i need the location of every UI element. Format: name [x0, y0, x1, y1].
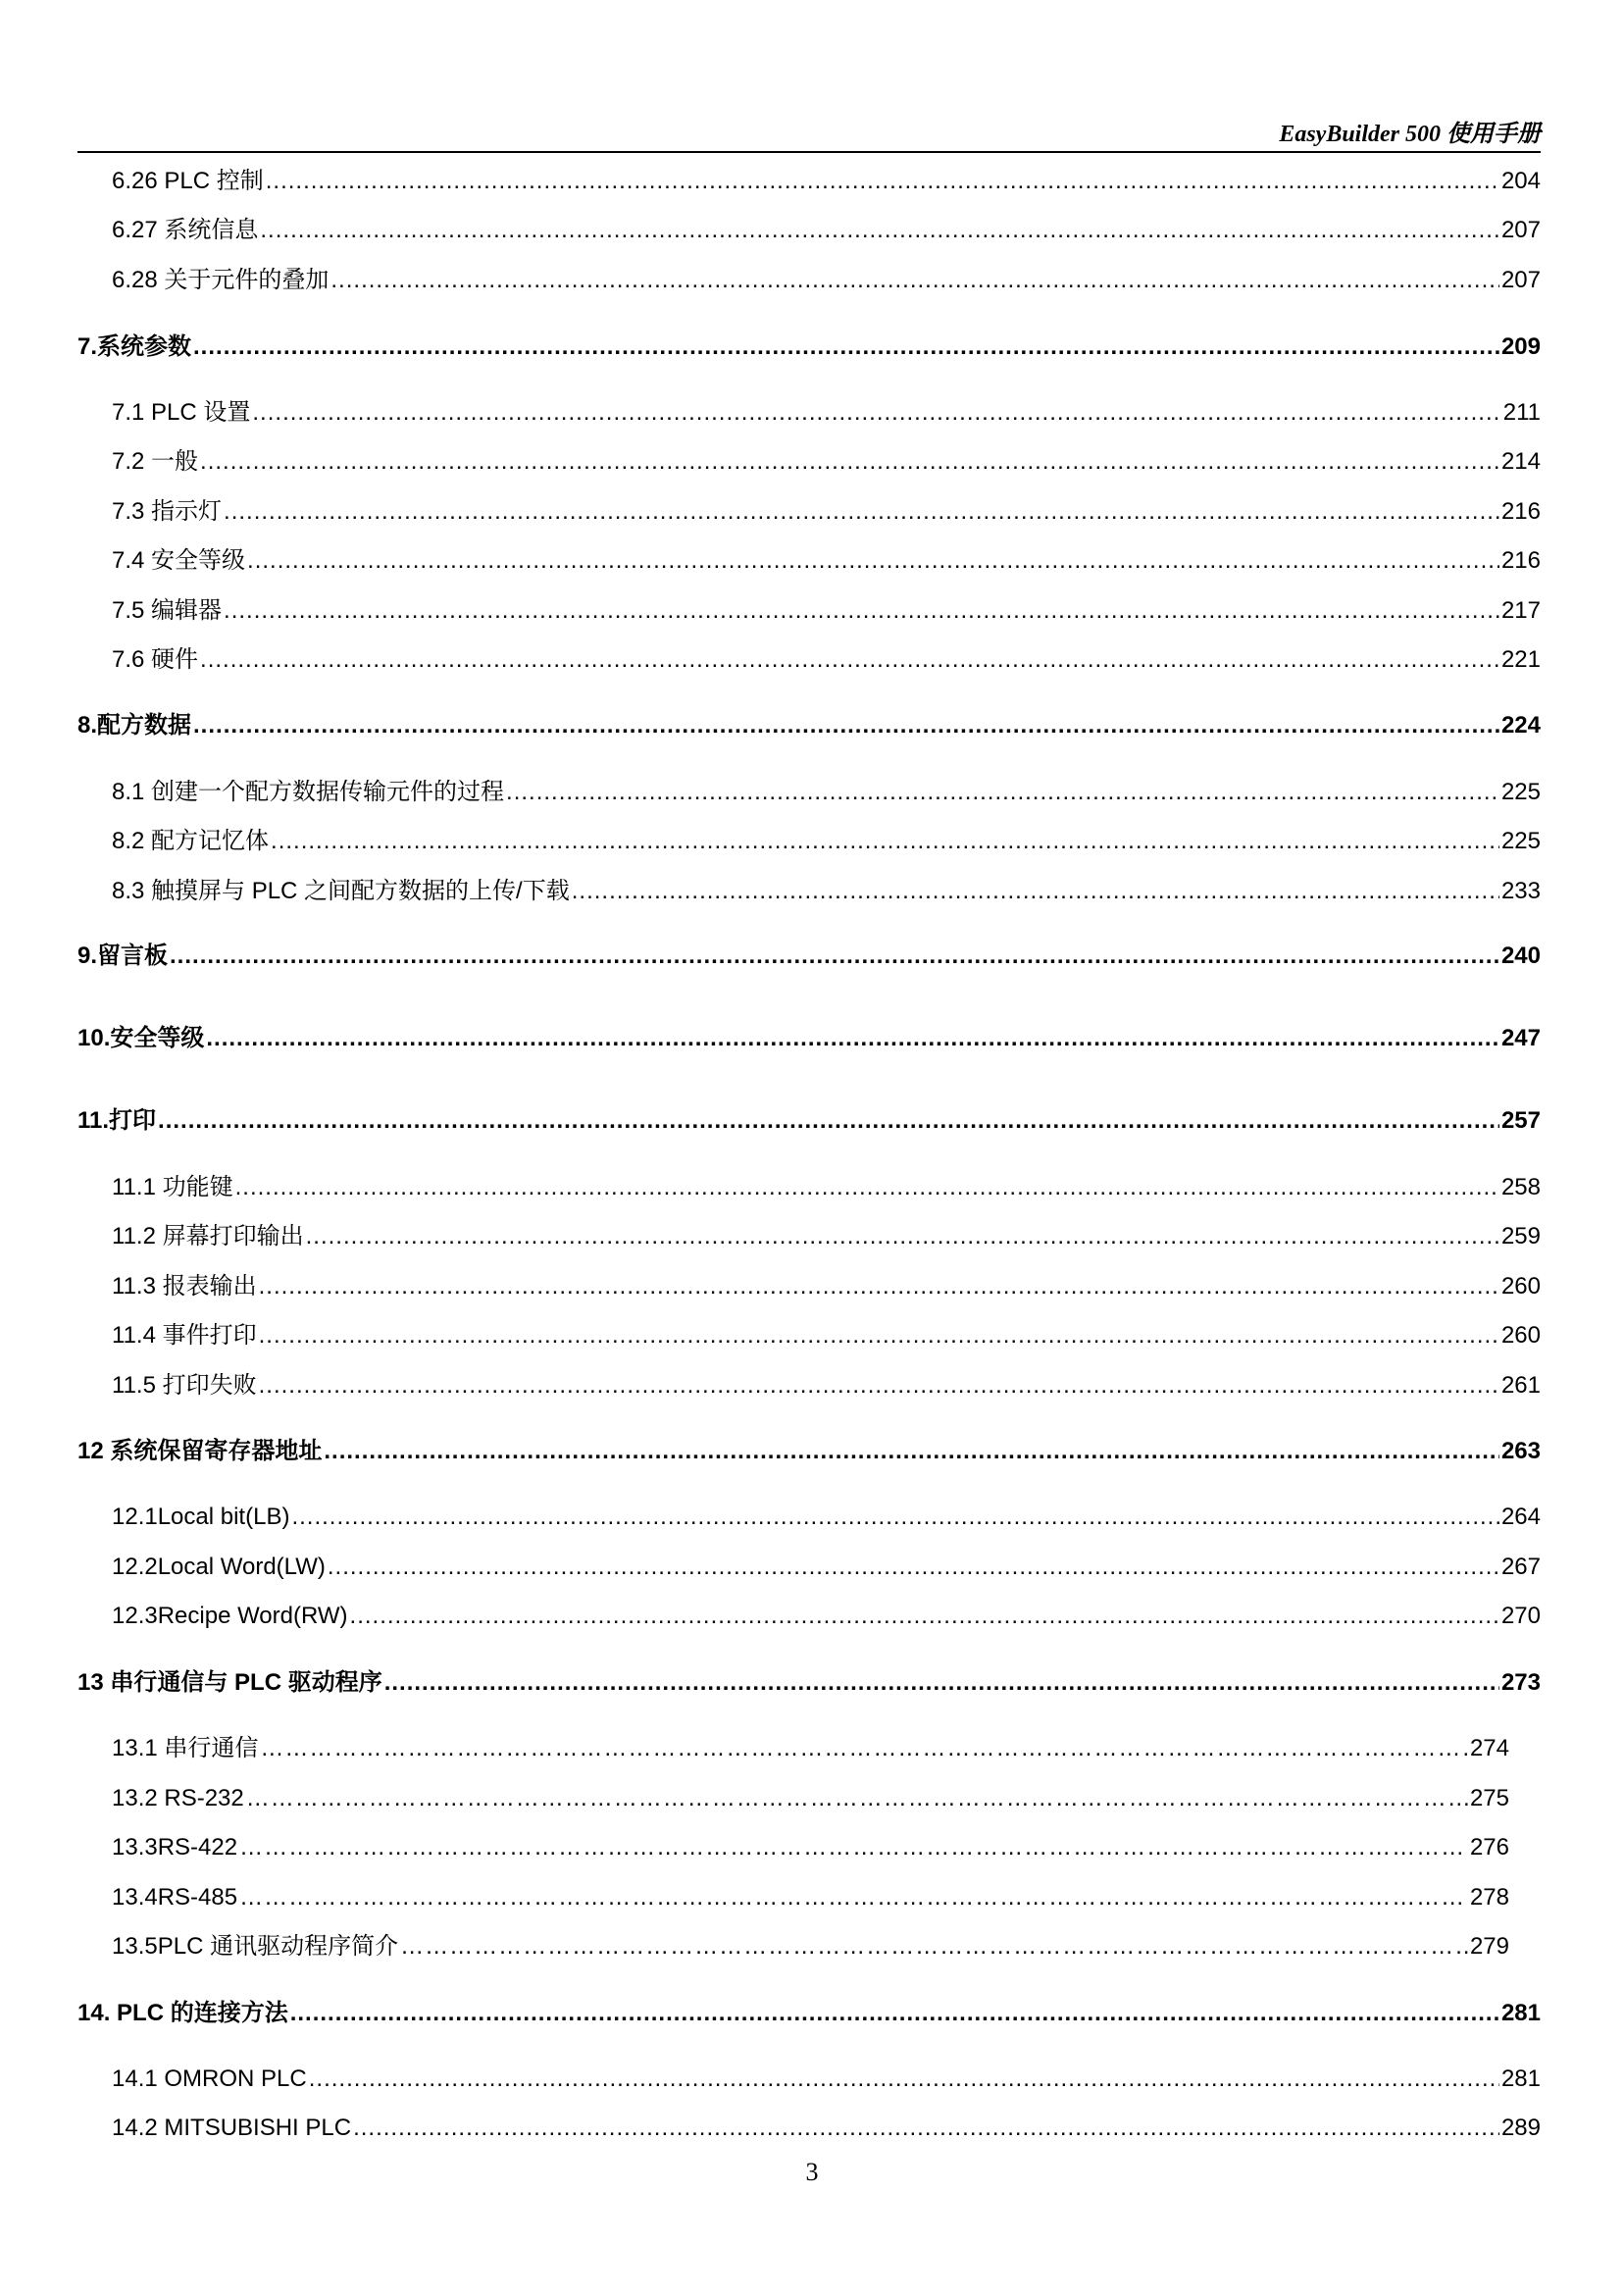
toc-entry-page: 275	[1469, 1785, 1509, 1811]
dot-leader	[239, 1884, 1468, 1912]
dot-leader	[324, 1438, 1499, 1465]
dot-leader	[400, 1933, 1468, 1961]
dot-leader	[291, 1504, 1499, 1531]
toc-chapter-page: 224	[1500, 712, 1541, 739]
toc-entry-label: 12.3Recipe Word(RW)	[112, 1603, 348, 1629]
dot-leader	[259, 1372, 1499, 1400]
dot-leader	[309, 2065, 1499, 2093]
dot-leader	[350, 1603, 1499, 1630]
dot-leader	[353, 2115, 1499, 2142]
toc-entry[interactable]	[112, 162, 1541, 195]
dot-leader	[158, 1107, 1499, 1135]
toc-chapter[interactable]	[77, 1663, 1541, 1697]
toc-entry[interactable]	[112, 1316, 1541, 1350]
toc-entry[interactable]	[112, 1878, 1509, 1912]
toc-entry-page: 217	[1500, 597, 1541, 624]
toc-entry[interactable]	[112, 1729, 1509, 1762]
toc-chapter-label: 10.安全等级	[77, 1025, 205, 1051]
dot-leader	[200, 646, 1499, 674]
toc-entry-page: 259	[1500, 1223, 1541, 1249]
toc-entry-page: 270	[1500, 1603, 1541, 1629]
dot-leader	[200, 448, 1499, 476]
toc-entry[interactable]	[112, 1267, 1541, 1300]
toc-entry[interactable]	[112, 1779, 1509, 1812]
toc-chapter-label: 12 系统保留寄存器地址	[77, 1438, 323, 1464]
toc-entry-label: 8.1 创建一个配方数据传输元件的过程	[112, 779, 505, 805]
toc-entry-page: 221	[1500, 646, 1541, 673]
toc-entry[interactable]	[112, 393, 1541, 427]
toc-chapter-label: 9.留言板	[77, 943, 169, 969]
dot-leader	[572, 878, 1499, 905]
toc-entry-page: 225	[1500, 779, 1541, 805]
toc-entry-label: 7.6 硬件	[112, 646, 199, 673]
toc-entry-page: 281	[1500, 2065, 1541, 2092]
toc-chapter-label: 11.打印	[77, 1107, 157, 1134]
toc-entry[interactable]	[112, 1168, 1541, 1201]
toc-chapter[interactable]	[77, 328, 1541, 361]
toc-chapter-page: 240	[1500, 943, 1541, 969]
toc-entry-page: 289	[1500, 2115, 1541, 2141]
toc-entry-page: 278	[1469, 1884, 1509, 1911]
toc-entry[interactable]	[112, 1927, 1509, 1961]
dot-leader	[247, 547, 1499, 575]
toc-entry-label: 11.1 功能键	[112, 1174, 233, 1200]
dot-leader	[506, 779, 1499, 806]
toc-entry-label: 13.1 串行通信	[112, 1735, 259, 1761]
toc-entry-label: 8.2 配方记忆体	[112, 828, 270, 854]
dot-leader	[235, 1174, 1499, 1201]
toc-entry-label: 13.5PLC 通讯驱动程序简介	[112, 1933, 399, 1960]
toc-entry-label: 13.3RS-422	[112, 1834, 238, 1861]
dot-leader	[246, 1785, 1468, 1812]
toc-entry[interactable]	[112, 492, 1541, 526]
toc-entry-label: 12.2Local Word(LW)	[112, 1554, 326, 1580]
toc-entry[interactable]	[112, 1217, 1541, 1250]
toc-chapter-page: 209	[1500, 333, 1541, 360]
toc-chapter-label: 13 串行通信与 PLC 驱动程序	[77, 1669, 382, 1696]
toc-entry-label: 12.1Local bit(LB)	[112, 1504, 290, 1530]
dot-leader	[239, 1834, 1468, 1861]
toc-chapter[interactable]	[77, 1101, 1541, 1135]
toc-entry-label: 11.3 报表输出	[112, 1273, 257, 1300]
toc-chapter-label: 8.配方数据	[77, 712, 192, 739]
toc-entry[interactable]	[112, 1597, 1541, 1630]
dot-leader	[260, 217, 1499, 244]
toc-chapter-page: 273	[1500, 1669, 1541, 1696]
toc-chapter-page: 263	[1500, 1438, 1541, 1464]
toc-entry-page: 216	[1500, 547, 1541, 574]
dot-leader	[266, 168, 1499, 195]
toc-entry-label: 6.27 系统信息	[112, 217, 259, 243]
toc-entry-label: 7.3 指示灯	[112, 498, 223, 525]
dot-leader	[330, 267, 1499, 294]
toc-entry[interactable]	[112, 591, 1541, 625]
dot-leader	[224, 597, 1499, 625]
toc-entry-label: 11.4 事件打印	[112, 1322, 257, 1349]
toc-entry-page: 207	[1500, 267, 1541, 293]
toc-entry-label: 8.3 触摸屏与 PLC 之间配方数据的上传/下载	[112, 878, 570, 904]
page-number: 3	[805, 2158, 819, 2186]
toc-entry-page: 274	[1469, 1735, 1509, 1761]
toc-entry-label: 14.1 OMRON PLC	[112, 2065, 307, 2092]
toc-entry-page: 261	[1500, 1372, 1541, 1399]
toc-chapter[interactable]	[77, 1019, 1541, 1052]
dot-leader	[290, 2000, 1499, 2027]
toc-entry-label: 14.2 MITSUBISHI PLC	[112, 2115, 352, 2141]
toc-entry[interactable]	[112, 261, 1541, 294]
dot-leader	[259, 1273, 1499, 1300]
dot-leader	[193, 712, 1499, 739]
toc-entry-page: 214	[1500, 448, 1541, 475]
toc-chapter-page: 281	[1500, 2000, 1541, 2026]
toc-chapter-label: 14. PLC 的连接方法	[77, 2000, 288, 2026]
toc-entry-page: 279	[1469, 1933, 1509, 1960]
toc-entry[interactable]	[112, 822, 1541, 855]
toc-entry[interactable]	[112, 211, 1541, 244]
toc-entry-page: 233	[1500, 878, 1541, 904]
toc-entry[interactable]	[112, 1498, 1541, 1531]
toc-entry[interactable]	[112, 1548, 1541, 1581]
dot-leader	[306, 1223, 1499, 1250]
toc-chapter[interactable]	[77, 706, 1541, 739]
toc-entry-page: 207	[1500, 217, 1541, 243]
dot-leader	[224, 498, 1499, 526]
toc-entry-page: 225	[1500, 828, 1541, 854]
toc-entry-label: 7.1 PLC 设置	[112, 399, 251, 426]
dot-leader	[328, 1554, 1499, 1581]
toc-entry[interactable]	[112, 773, 1541, 806]
toc-entry-page: 211	[1502, 399, 1541, 426]
toc-entry-label: 7.5 编辑器	[112, 597, 223, 624]
toc-chapter-page: 247	[1500, 1025, 1541, 1051]
toc-entry-page: 204	[1500, 168, 1541, 194]
document-title: EasyBuilder 500 使用手册	[1279, 122, 1541, 147]
toc-entry-page: 260	[1500, 1273, 1541, 1300]
toc-entry-label: 11.5 打印失败	[112, 1372, 257, 1399]
dot-leader	[170, 943, 1499, 970]
toc-chapter-page: 257	[1500, 1107, 1541, 1134]
dot-leader	[193, 333, 1499, 361]
page-header	[77, 114, 1541, 153]
toc-entry[interactable]	[112, 2109, 1541, 2142]
toc-entry-label: 13.2 RS-232	[112, 1785, 244, 1811]
toc-entry[interactable]	[112, 1828, 1509, 1861]
toc-entry[interactable]	[112, 442, 1541, 476]
toc-entry-label: 7.4 安全等级	[112, 547, 246, 574]
dot-leader	[384, 1669, 1499, 1697]
toc-entry[interactable]	[112, 872, 1541, 905]
dot-leader	[252, 399, 1500, 427]
toc-entry-page: 216	[1500, 498, 1541, 525]
toc-entry[interactable]	[112, 541, 1541, 575]
toc-entry[interactable]	[112, 1366, 1541, 1400]
toc-entry-page: 267	[1500, 1554, 1541, 1580]
toc-entry-page: 276	[1469, 1834, 1509, 1861]
toc-entry[interactable]	[112, 640, 1541, 674]
dot-leader	[260, 1735, 1468, 1762]
toc-chapter[interactable]	[77, 1994, 1541, 2027]
toc-entry-label: 6.28 关于元件的叠加	[112, 267, 330, 293]
toc-entry-label: 11.2 屏幕打印输出	[112, 1223, 304, 1249]
toc-entry-page: 264	[1500, 1504, 1541, 1530]
toc-chapter[interactable]	[77, 1432, 1541, 1465]
dot-leader	[271, 828, 1499, 855]
toc-entry-page: 260	[1500, 1322, 1541, 1349]
toc-entry-label: 13.4RS-485	[112, 1884, 238, 1911]
toc-entry-label: 6.26 PLC 控制	[112, 168, 264, 194]
toc-chapter-label: 7.系统参数	[77, 333, 192, 360]
dot-leader	[206, 1025, 1499, 1052]
toc-entry-page: 258	[1500, 1174, 1541, 1200]
toc-chapter[interactable]	[77, 937, 1541, 970]
dot-leader	[259, 1322, 1499, 1350]
toc-entry-label: 7.2 一般	[112, 448, 199, 475]
toc-entry[interactable]	[112, 2060, 1541, 2093]
